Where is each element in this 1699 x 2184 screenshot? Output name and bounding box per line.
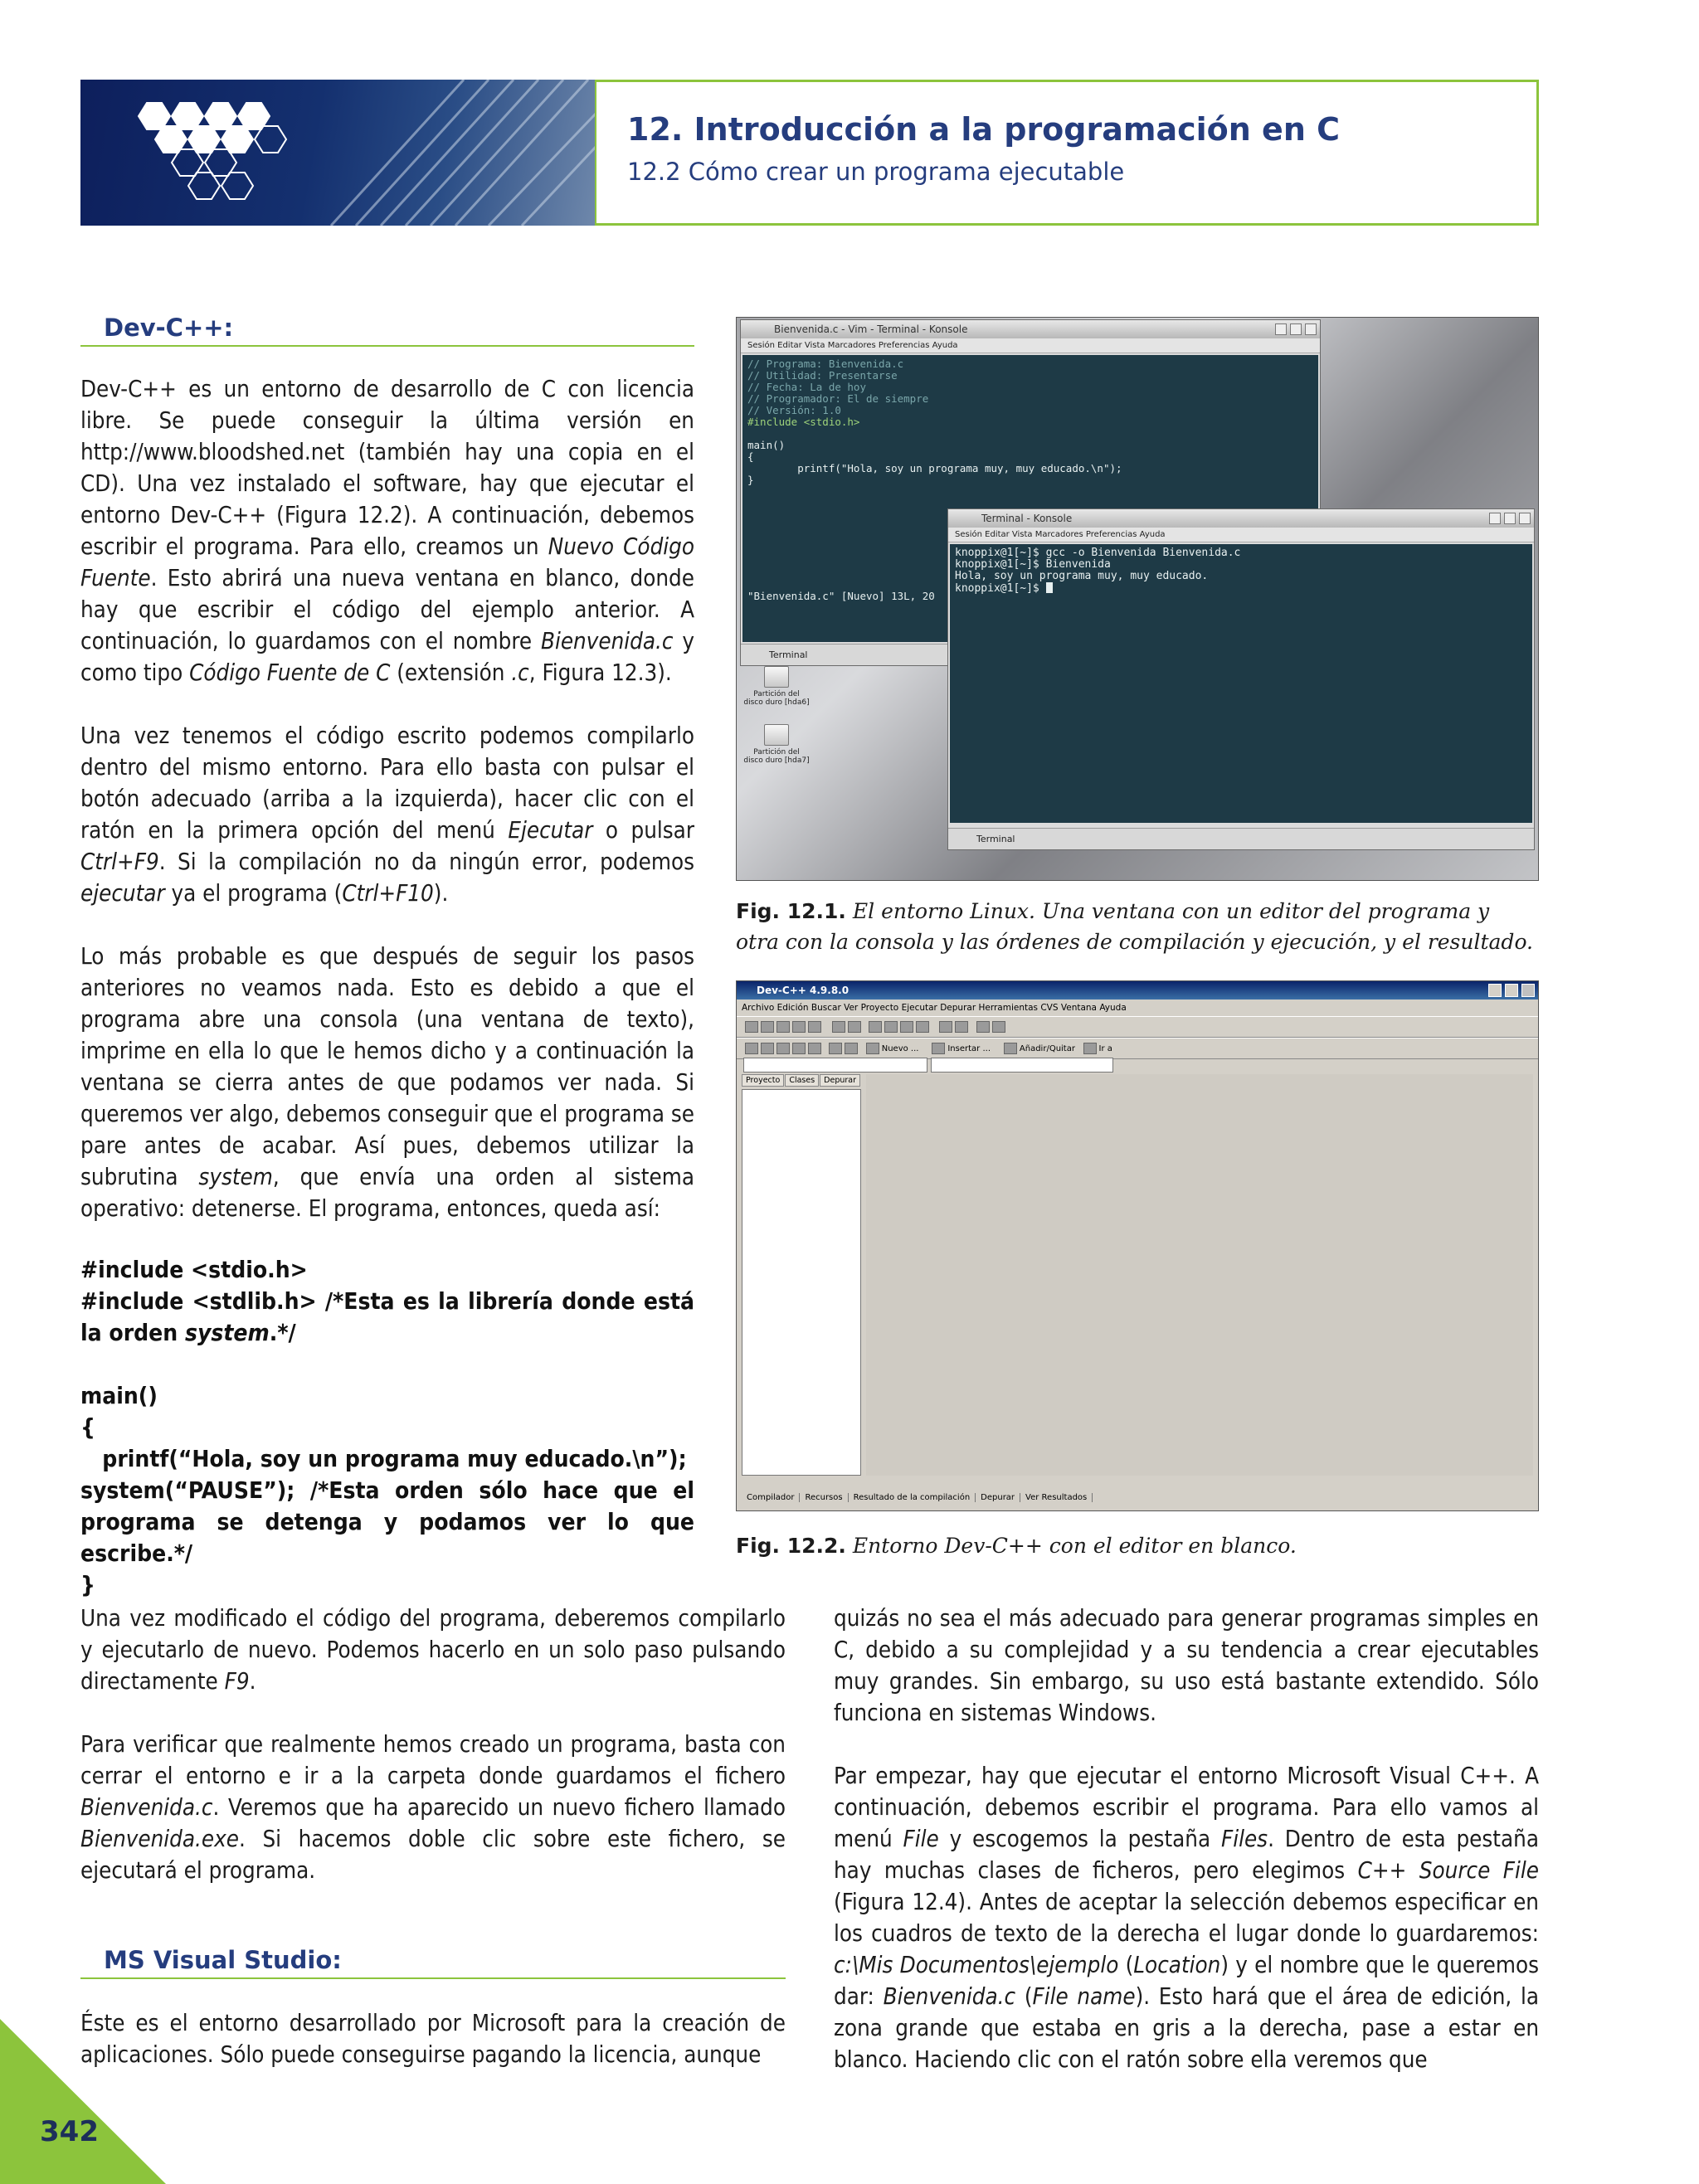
figure-devcpp-screenshot: [736, 980, 1539, 1511]
figure-caption: Fig. 12.1. El entorno Linux. Una ventana con un editor del programa y otra con la consola y las órdenes de compilación y ejecución, y el resultado.: [736, 899, 1533, 954]
vim-editor: // Programa: Bienvenida.c // Utilidad: Presentarse // Fecha: La de hoy // Programador: El de siempre // Versión: 1.0 #include <stdio.h> main() { printf("Hola, soy un programa muy, muy educado.\n"); } "Bienvenida.c" [Nuevo] 13L, 20: [742, 355, 1318, 642]
minimize-icon: [1488, 984, 1502, 997]
window-menu: Sesión Editar Vista Marcadores Preferencias Ayuda: [948, 528, 1534, 542]
editor-area: [866, 1074, 1533, 1476]
hexagon-logo-icon: [122, 91, 296, 216]
side-tabs: Proyecto Clases Depurar: [742, 1074, 861, 1087]
paragraph: Para verificar que realmente hemos creado un programa, basta con cerrar el entorno e ir a la carpeta donde guardamos el fichero Bienvenida.c. Veremos que ha aparecido un nuevo fichero llamado Bienvenida.exe. Si hacemos doble clic sobre este fichero, se ejecutará el programa.: [80, 1731, 786, 1884]
code-line: #include <stdio.h>: [80, 1256, 308, 1283]
header-title-box: [595, 80, 1539, 226]
window-title: Bienvenida.c - Vim - Terminal - Konsole: [741, 320, 1320, 338]
code-line: }: [80, 1571, 95, 1598]
paragraph: Una vez tenemos el código escrito podemos compilarlo dentro del mismo entorno. Para ello basta con pulsar el botón adecuado (arriba a la izquierda), hacer clic con el ratón en la primera opción del menú Ejecutar o pulsar Ctrl+F9. Si la compilación no da ningún error, podemos ejecutar ya el programa (Ctrl+F10).: [80, 722, 695, 907]
paragraph: quizás no sea el más adecuado para generar programas simples en C, debido a su complejidad y a su tendencia a crear ejecutables muy grandes. Sin embargo, su uso está bastante extendido. Sólo funciona en sistemas Windows.: [834, 1605, 1539, 1726]
window-title: Dev-C++ 4.9.8.0: [737, 981, 1538, 1000]
paragraph: Par empezar, hay que ejecutar el entorno Microsoft Visual C++. A continuación, debemos escribir el programa. Para ello vamos al menú File y escogemos la pestaña Files. Dentro de esta pestaña hay muchas clases de ficheros, pero elegimos C++ Source File (Figura 12.4). Antes de aceptar la selección debemos especificar en los cuadros de texto de la derecha el lugar donde lo guardaremos: c:\Mis Documentos\ejemplo (Location) y el nombre que le queremos dar: Bienvenida.c (File name). Esto hará que el área de edición, la zona grande que estaba en gris a la derecha, pase a estar en blanco. Haciendo clic con el ratón sobre ella veremos que: [834, 1763, 1539, 2073]
window-title: Terminal - Konsole: [948, 509, 1534, 528]
status-tabs: Compilador Recursos Resultado de la compilación Depurar Ver Resultados: [742, 1493, 1093, 1502]
maximize-icon: [1504, 513, 1516, 524]
chapter-title: 12. Introducción a la programación en C: [627, 111, 1340, 148]
code-line: {: [80, 1413, 95, 1441]
terminal-tab: Terminal: [948, 828, 1534, 849]
paragraph: Éste es el entorno desarrollado por Microsoft para la creación de aplicaciones. Sólo puede conseguirse pagando la licencia, aunque: [80, 2010, 786, 2068]
code-line: system(“PAUSE”); /*Esta orden sólo hace que el programa se detenga y podamos ver lo que escribe.*/: [80, 1476, 694, 1567]
section-title: 12.2 Cómo crear un programa ejecutable: [627, 158, 1125, 186]
paragraph: Dev-C++ es un entorno de desarrollo de C con licencia libre. Se puede conseguir la última versión en http://www.bloodshed.net (también hay una copia en el CD). Una vez instalado el software, hay que ejecutar el entorno Dev-C++ (Figura 12.2). A continuación, debemos escribir el programa. Para ello, creamos un Nuevo Código Fuente. Esto abrirá una nueva ventana en blanco, donde hay que escribir el código del ejemplo anterior. A continuación, lo guardamos con el nombre Bienvenida.c y como tipo Código Fuente de C (extensión .c, Figura 12.3).: [80, 376, 694, 686]
member-combo: [931, 1058, 1113, 1073]
figure-caption: Fig. 12.2. Entorno Dev-C++ con el editor en blanco.: [736, 1534, 1297, 1558]
bottom-left-text: [80, 1603, 786, 1886]
class-combo: [743, 1058, 927, 1073]
close-icon: [1305, 323, 1317, 335]
close-icon: [1519, 513, 1531, 524]
toolbar: [737, 1016, 1538, 1038]
page-corner-triangle: [0, 2019, 166, 2184]
terminal-window: [947, 508, 1535, 850]
toolbar: Nuevo ... Insertar ... Añadir/Quitar Ir a: [737, 1038, 1538, 1059]
close-icon: [1521, 984, 1535, 997]
terminal-tab: Terminal: [741, 644, 1320, 665]
code-listing: [80, 1254, 694, 1601]
paragraph: Una vez modificado el código del programa, deberemos compilarlo y ejecutarlo de nuevo. Podemos hacerlo en un solo paso pulsando directamente F9.: [80, 1605, 786, 1695]
code-line: main(): [80, 1382, 158, 1409]
window-menu: Sesión Editar Vista Marcadores Preferencias Ayuda: [741, 338, 1320, 353]
disk-icon: Partición del disco duro [hda7]: [743, 724, 810, 765]
window-menu: Archivo Edición Buscar Ver Proyecto Ejecutar Depurar Herramientas CVS Ventana Ayuda: [742, 1003, 1127, 1013]
minimize-icon: [1489, 513, 1501, 524]
maximize-icon: [1290, 323, 1302, 335]
code-line: #include <stdlib.h> /*Esta es la librería donde está la orden system.*/: [80, 1287, 694, 1346]
header-banner-image: [80, 80, 596, 226]
paragraph: Lo más probable es que después de seguir los pasos anteriores no veamos nada. Esto es debido a que el programa abre una consola (una ventana de texto), imprime en ella lo que le hemos dicho y a continuación la ventana se cierra antes de que podamos ver nada. Si queremos ver algo, debemos conseguir que el programa se pare antes de acabar. Así pues, debemos utilizar la subrutina system, que envía una orden al sistema operativo: detenerse. El programa, entonces, queda así:: [80, 943, 694, 1222]
figure-linux-screenshot: [736, 317, 1539, 881]
disk-icon: Partición del disco duro [hda6]: [743, 666, 810, 707]
cursor-icon: [1046, 582, 1053, 593]
terminal-output: knoppix@1[~]$ gcc -o Bienvenida Bienvenida.c knoppix@1[~]$ Bienvenida Hola, soy un programa muy, muy educado. knoppix@1[~]$: [950, 544, 1532, 823]
minimize-icon: [1275, 323, 1287, 335]
code-line: printf(“Hola, soy un programa muy educado.\n”);: [80, 1445, 687, 1472]
maximize-icon: [1505, 984, 1518, 997]
bottom-left-text: [80, 2007, 786, 2070]
devcpp-heading: Dev-C++:: [80, 314, 694, 347]
circuit-pattern-icon: [298, 80, 596, 226]
page-number: 342: [40, 2115, 99, 2148]
left-column-text: [80, 373, 694, 1224]
msvs-heading: MS Visual Studio:: [80, 1946, 786, 1979]
project-panel: [742, 1089, 861, 1476]
bottom-right-text: [834, 1603, 1539, 2075]
